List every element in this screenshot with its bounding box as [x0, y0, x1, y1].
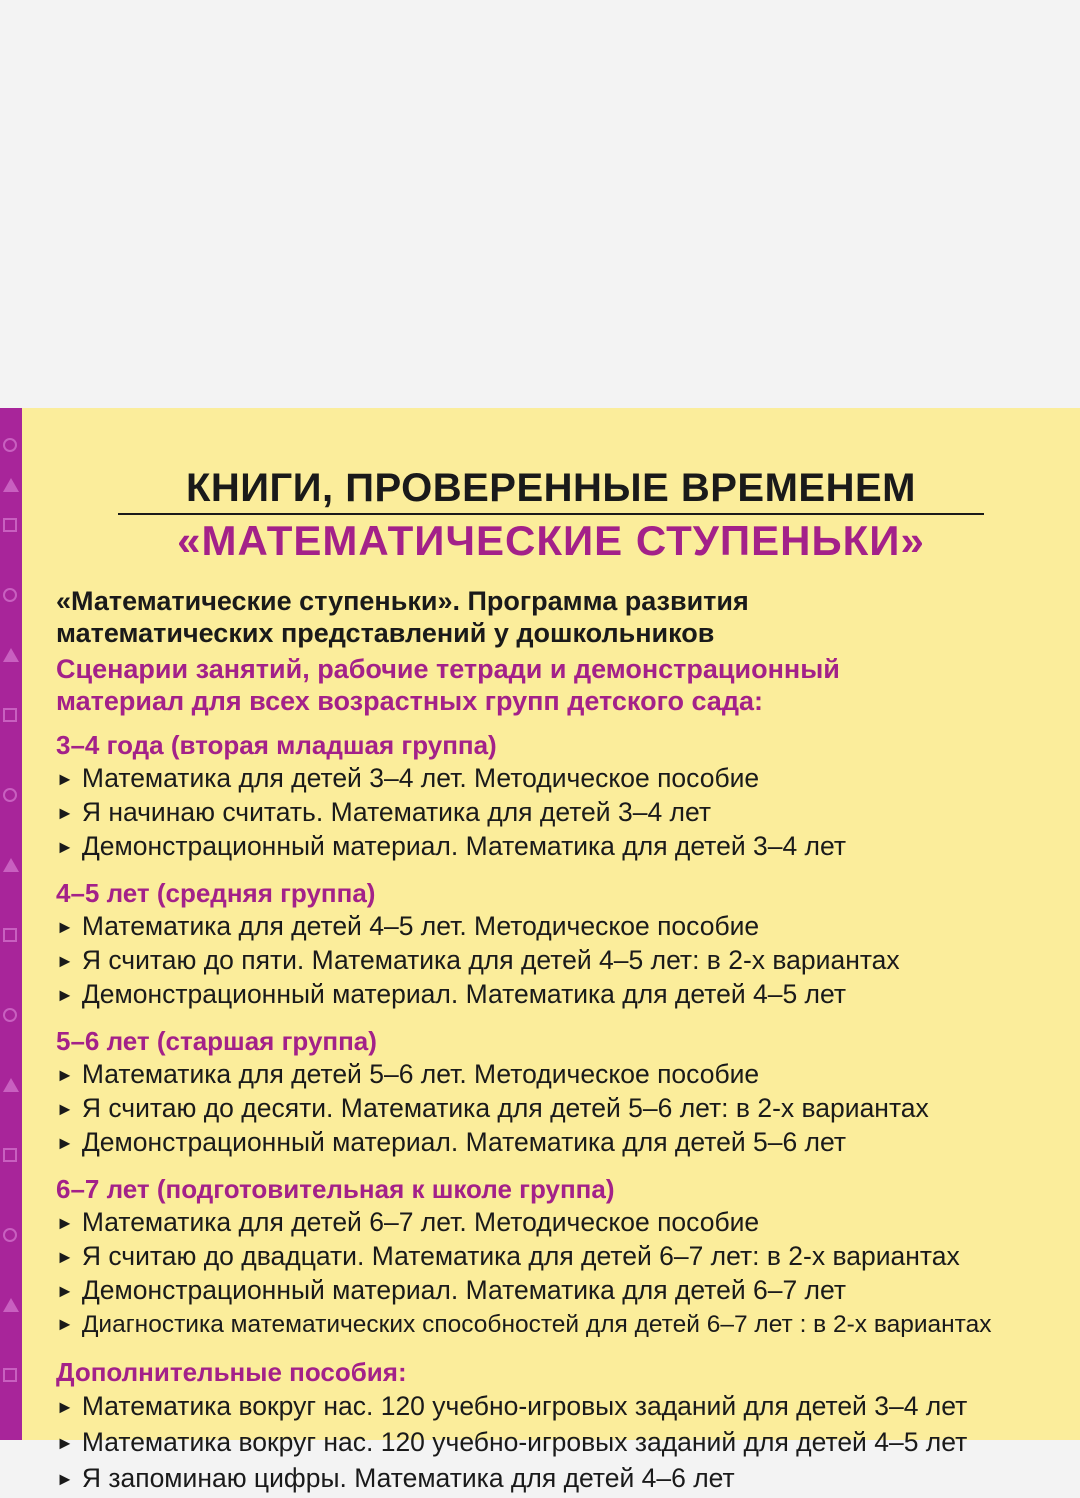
circle-shape-icon: [3, 1008, 17, 1022]
arrow-bullet-icon: ►: [56, 803, 74, 823]
group-title: 3–4 года (вторая младшая группа): [56, 730, 497, 760]
list-item: [56, 1127, 1056, 1161]
arrow-bullet-icon: ►: [56, 951, 74, 971]
arrow-bullet-icon: ►: [56, 1213, 74, 1233]
heading: КНИГИ, ПРОВЕРЕННЫЕ ВРЕМЕНЕМ: [118, 466, 984, 515]
triangle-shape-icon: [3, 1078, 19, 1092]
book-list: [56, 1390, 1056, 1498]
book-title: Математика для детей 3–4 лет. Методическое пособие: [81, 763, 760, 793]
book-list: [56, 763, 1056, 865]
book-title: Математика для детей 5–6 лет. Методическое пособие: [81, 1059, 760, 1089]
book-title: Демонстрационный материал. Математика для детей 3–4 лет: [81, 831, 847, 861]
arrow-bullet-icon: ►: [56, 769, 74, 789]
list-item: [56, 1275, 1056, 1309]
arrow-bullet-icon: ►: [56, 1133, 74, 1153]
book-list: [56, 1059, 1056, 1161]
age-group-5-6: [56, 1025, 1056, 1161]
group-title: 6–7 лет (подготовительная к школе группа): [56, 1174, 615, 1204]
square-shape-icon: [3, 708, 17, 722]
scenario-line: материал для всех возрастных групп детского сада:: [56, 686, 763, 716]
square-shape-icon: [3, 1148, 17, 1162]
book-title: Я запоминаю цифры. Математика для детей 4–6 лет: [81, 1463, 735, 1493]
list-item: [56, 831, 1056, 865]
square-shape-icon: [3, 1368, 17, 1382]
book-list: [56, 1207, 1056, 1342]
triangle-shape-icon: [3, 1298, 19, 1312]
arrow-bullet-icon: ►: [56, 917, 74, 937]
list-item: [56, 1241, 1056, 1275]
program-description: [56, 585, 1056, 649]
arrow-bullet-icon: ►: [56, 1433, 74, 1453]
list-item: [56, 1093, 1056, 1127]
list-item: [56, 1059, 1056, 1093]
book-list: [56, 911, 1056, 1013]
arrow-bullet-icon: ►: [56, 1314, 74, 1334]
book-title: Я начинаю считать. Математика для детей 3–4 лет: [81, 797, 711, 827]
arrow-bullet-icon: ►: [56, 1281, 74, 1301]
extra-title: Дополнительные пособия:: [56, 1357, 407, 1387]
triangle-shape-icon: [3, 648, 19, 662]
book-back-cover: [0, 408, 1080, 1493]
book-title: Я считаю до двадцати. Математика для детей 6–7 лет: в 2-х вариантах: [81, 1241, 960, 1271]
circle-shape-icon: [3, 438, 17, 452]
additional-materials: [56, 1356, 1056, 1498]
book-title: Я считаю до пяти. Математика для детей 4–5 лет: в 2-х вариантах: [81, 945, 900, 975]
list-item: [56, 1462, 1056, 1498]
group-title: 5–6 лет (старшая группа): [56, 1026, 377, 1056]
list-item: [56, 1426, 1056, 1462]
square-shape-icon: [3, 928, 17, 942]
arrow-bullet-icon: ►: [56, 1247, 74, 1267]
age-group-3-4: [56, 729, 1056, 865]
book-title: Демонстрационный материал. Математика для детей 5–6 лет: [81, 1127, 847, 1157]
list-item: [56, 1390, 1056, 1426]
square-shape-icon: [3, 518, 17, 532]
list-item: [56, 797, 1056, 831]
list-item: [56, 945, 1056, 979]
book-title: Диагностика математических способностей для детей 6–7 лет : в 2-х вариантах: [81, 1311, 992, 1338]
book-title: Демонстрационный материал. Математика для детей 4–5 лет: [81, 979, 847, 1009]
book-title: Демонстрационный материал. Математика для детей 6–7 лет: [81, 1275, 847, 1305]
age-group-6-7: [56, 1173, 1056, 1342]
list-item: [56, 1207, 1056, 1241]
list-item: [56, 979, 1056, 1013]
scenario-line: Сценарии занятий, рабочие тетради и демонстрационный: [56, 654, 840, 684]
program-line: математических представлений у дошкольников: [56, 618, 715, 648]
arrow-bullet-icon: ►: [56, 1469, 74, 1489]
circle-shape-icon: [3, 788, 17, 802]
group-title: 4–5 лет (средняя группа): [56, 878, 376, 908]
arrow-bullet-icon: ►: [56, 1065, 74, 1085]
triangle-shape-icon: [3, 858, 19, 872]
circle-shape-icon: [3, 588, 17, 602]
program-line: «Математические ступеньки». Программа развития: [56, 586, 749, 616]
book-title: Математика вокруг нас. 120 учебно-игровых заданий для детей 4–5 лет: [81, 1427, 968, 1457]
book-title: Я считаю до десяти. Математика для детей 5–6 лет: в 2-х вариантах: [81, 1093, 929, 1123]
scenario-description: [56, 653, 1056, 717]
arrow-bullet-icon: ►: [56, 1099, 74, 1119]
list-item: [56, 763, 1056, 797]
list-item: [56, 1309, 1056, 1342]
arrow-bullet-icon: ►: [56, 837, 74, 857]
decorative-side-stripe: [0, 408, 22, 1440]
cover-content: [56, 408, 1056, 1498]
age-group-4-5: [56, 877, 1056, 1013]
series-title: «МАТЕМАТИЧЕСКИЕ СТУПЕНЬКИ»: [177, 517, 925, 564]
arrow-bullet-icon: ►: [56, 1397, 74, 1417]
circle-shape-icon: [3, 1228, 17, 1242]
book-title: Математика вокруг нас. 120 учебно-игровых заданий для детей 3–4 лет: [81, 1391, 968, 1421]
arrow-bullet-icon: ►: [56, 985, 74, 1005]
list-item: [56, 911, 1056, 945]
book-title: Математика для детей 6–7 лет. Методическое пособие: [81, 1207, 760, 1237]
triangle-shape-icon: [3, 478, 19, 492]
book-title: Математика для детей 4–5 лет. Методическое пособие: [81, 911, 760, 941]
